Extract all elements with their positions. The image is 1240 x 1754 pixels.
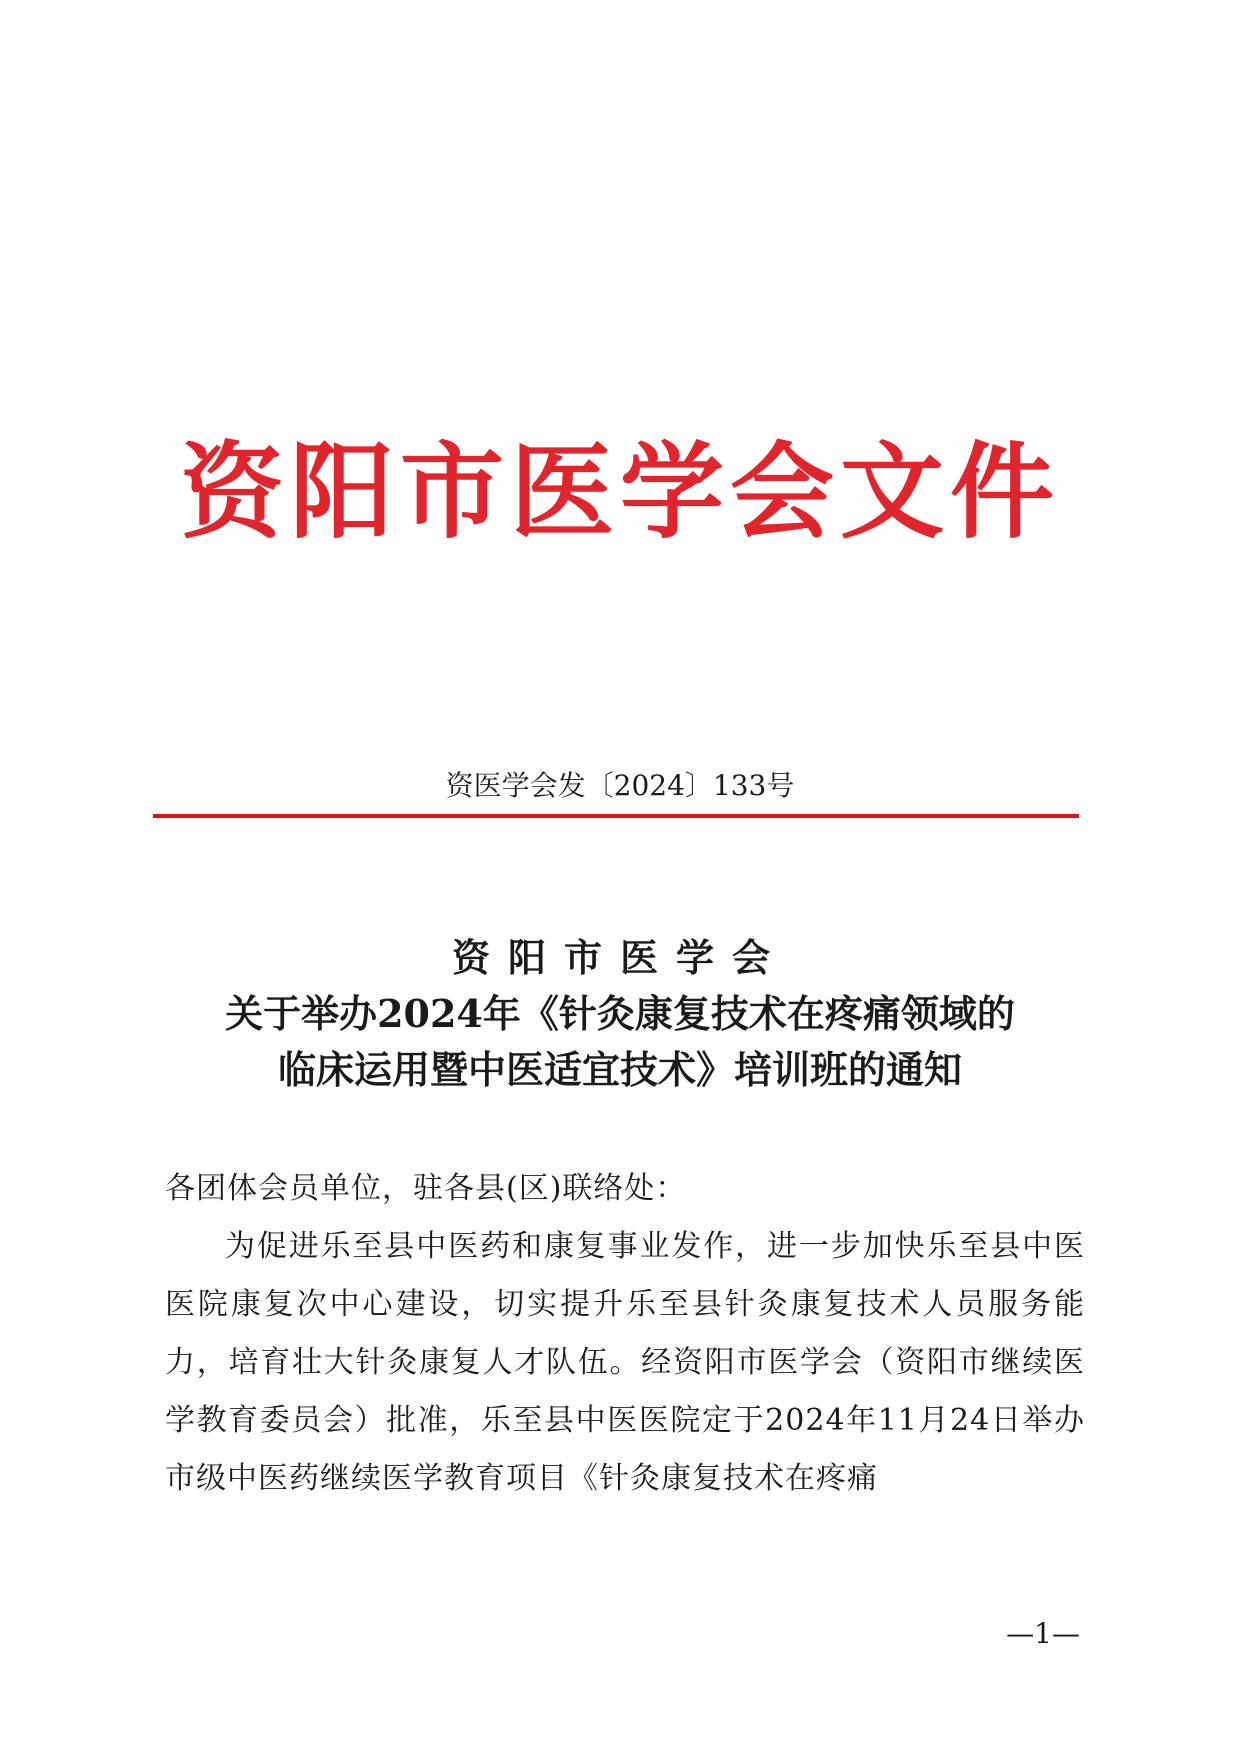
title-line-issuer: 资阳市医学会 <box>451 935 788 980</box>
title-line-subject-continued: 临床运用暨中医适宜技术》培训班的通知 <box>277 1047 962 1092</box>
salutation: 各团体会员单位，驻各县(区)联络处： <box>165 1171 687 1206</box>
red-divider-rule <box>153 814 1079 818</box>
page-number-text: —1— <box>1006 1617 1080 1650</box>
notice-title <box>0 930 1240 1098</box>
masthead-title: 资阳市医学会文件 <box>179 430 1060 553</box>
document-number: 资医学会发〔2024〕133号 <box>445 769 795 802</box>
body-paragraph: 为促进乐至县中医药和康复事业发作，进一步加快乐至县中医医院康复次中心建设，切实提升乐至县针灸康复技术人员服务能力，培育壮大针灸康复人才队伍。经资阳市医学会（资阳市继续医学教育委员会）批准，乐至县中医医院定于2024年11月24日举办市级中医药继续医学教育项目《针灸康复技术在疼痛 <box>165 1229 1085 1496</box>
title-line-subject: 关于举办2024年《针灸康复技术在疼痛领域的 <box>225 991 1015 1036</box>
